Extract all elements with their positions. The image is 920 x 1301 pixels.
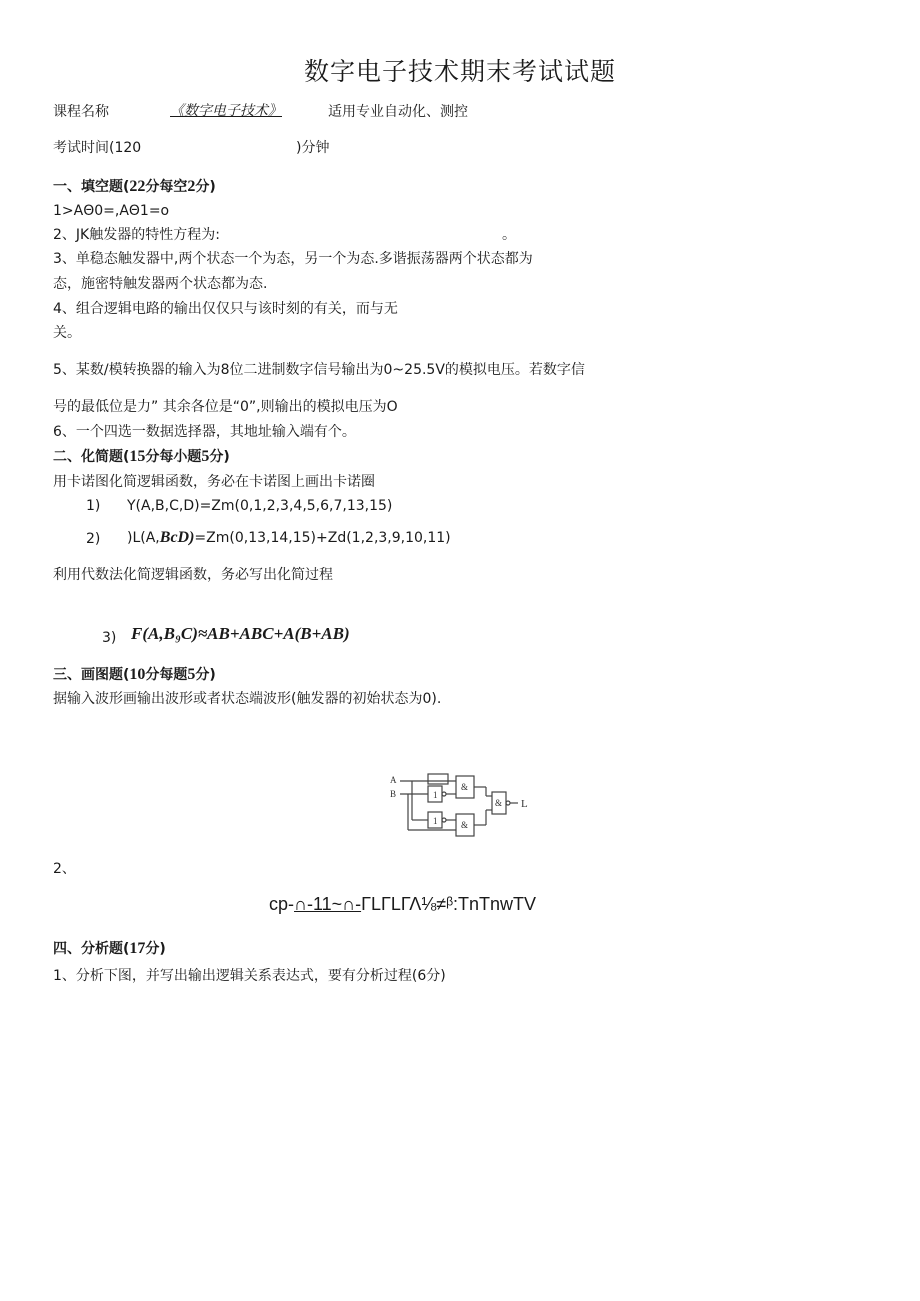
s1-q5-line2: 号的最低位是力” 其余各位是“0”,则输出的模拟电压为O: [53, 399, 398, 415]
section4-heading: [53, 938, 166, 958]
section3-heading-suffix: 分): [195, 667, 216, 683]
section4-heading-suffix: 分): [145, 941, 166, 957]
circuit-label-b: B: [390, 789, 397, 799]
s1-q6: 6、一个四选一数据选择器，其地址输入端有个。: [53, 424, 356, 440]
section1-heading-suffix: 分): [195, 179, 216, 195]
s1-q3-line2: 态，施密特触发器两个状态都为态.: [53, 276, 268, 292]
section2-heading-mid: 分每小题: [145, 449, 202, 465]
s2-item1-expression: Y(A,B,C,D)=Zm(0,1,2,3,4,5,6,7,13,15): [127, 498, 393, 514]
exam-time-suffix: )分钟: [296, 140, 330, 156]
s2-item2-part-a: )L(A,: [127, 530, 160, 546]
major-text: 适用专业自动化、测控: [328, 104, 468, 120]
and-gate-output-label: &: [495, 798, 503, 808]
and-gate-top-label: &: [461, 782, 469, 792]
s1-q1: 1>AΘ0=,AΘ1=o: [53, 203, 170, 219]
s2-item2-expression: [127, 529, 451, 547]
s2-instruction1: 用卡诺图化简逻辑函数，务必在卡诺图上画出卡诺圈: [53, 474, 375, 490]
and-gate-top-left: [428, 774, 448, 784]
s3-q2-waveform-text: [269, 894, 536, 915]
s2-item2-part-b: BcD): [159, 529, 195, 546]
waveform-segment-rest: ΓLΓLΓΛ⅛≠ᵝ:TnTnwTV: [361, 894, 537, 914]
logic-circuit-diagram: [388, 770, 533, 840]
section3-heading-points: 10: [129, 666, 146, 683]
section4-heading-points: 17: [129, 940, 146, 957]
section4-heading-prefix: 四、分析题(: [53, 941, 130, 957]
section1-heading: [53, 176, 216, 196]
section1-heading-points: 22: [129, 178, 146, 195]
s2-item2-number: 2): [86, 531, 101, 547]
circuit-label-out: L: [521, 798, 528, 810]
s1-q2-end: 。: [502, 227, 516, 243]
circuit-label-a: A: [390, 775, 397, 785]
section3-heading-mid: 分每题: [145, 667, 188, 683]
output-bubble: [506, 801, 510, 805]
section2-heading-points: 15: [129, 448, 146, 465]
s1-q3-line1: 3、单稳态触发器中,两个状态一个为态，另一个为态.多谐振荡器两个状态都为: [53, 251, 533, 267]
not-bubble-top: [442, 792, 446, 796]
section2-heading-per-item: 5: [201, 448, 210, 465]
section3-heading-prefix: 三、画图题(: [53, 667, 130, 683]
section2-heading: [53, 446, 230, 466]
s1-q4-line2: 关。: [53, 325, 81, 341]
s3-instruction: 据输入波形画输出波形或者状态端波形(触发器的初始状态为0).: [53, 691, 442, 707]
section1-heading-prefix: 一、填空题(: [53, 179, 130, 195]
s1-q5-line1: 5、某数/模转换器的输入为8位二进制数字信号输出为0~25.5V的模拟电压。若数字信: [53, 362, 585, 378]
s3-q2-label: 2、: [53, 861, 76, 877]
s2-item3-expression: F(A,B₉C)≈AB+ABC+A(B+AB): [131, 624, 350, 643]
s4-q1: 1、分析下图，并写出输出逻辑关系表达式，要有分析过程(6分): [53, 968, 446, 984]
not-bubble-bottom: [442, 818, 446, 822]
s2-item3-number: 3): [102, 630, 117, 646]
section2-heading-suffix: 分): [209, 449, 230, 465]
section1-heading-per-blank: 2: [187, 178, 196, 195]
course-label: 课程名称: [53, 104, 109, 120]
s1-q4-line1: 4、组合逻辑电路的输出仅仅只与该时刻的有关，而与无: [53, 301, 398, 317]
s2-item2-part-c: =Zm(0,13,14,15)+Zd(1,2,3,9,10,11): [194, 530, 451, 546]
s1-q2: 2、JK触发器的特性方程为:: [53, 227, 220, 243]
not-gate-top-label: 1: [433, 790, 438, 800]
not-gate-bottom-label: 1: [433, 816, 438, 826]
section1-heading-mid: 分每空: [145, 179, 188, 195]
s2-item1-number: 1): [86, 498, 101, 514]
section3-heading-per-item: 5: [187, 666, 196, 683]
course-name: 《数字电子技术》: [170, 104, 282, 119]
s2-instruction2: 利用代数法化简逻辑函数，务必写出化简过程: [53, 567, 333, 583]
page-title: 数字电子技术期末考试试题: [303, 57, 616, 86]
and-gate-bottom-label: &: [461, 820, 469, 830]
waveform-segment-underlined: ∩-11~∩-: [294, 894, 362, 914]
exam-time-prefix: 考试时间(120: [53, 140, 142, 156]
section3-heading: [53, 664, 216, 684]
section2-heading-prefix: 二、化简题(: [53, 449, 130, 465]
waveform-cp-label: cp-: [269, 894, 295, 914]
